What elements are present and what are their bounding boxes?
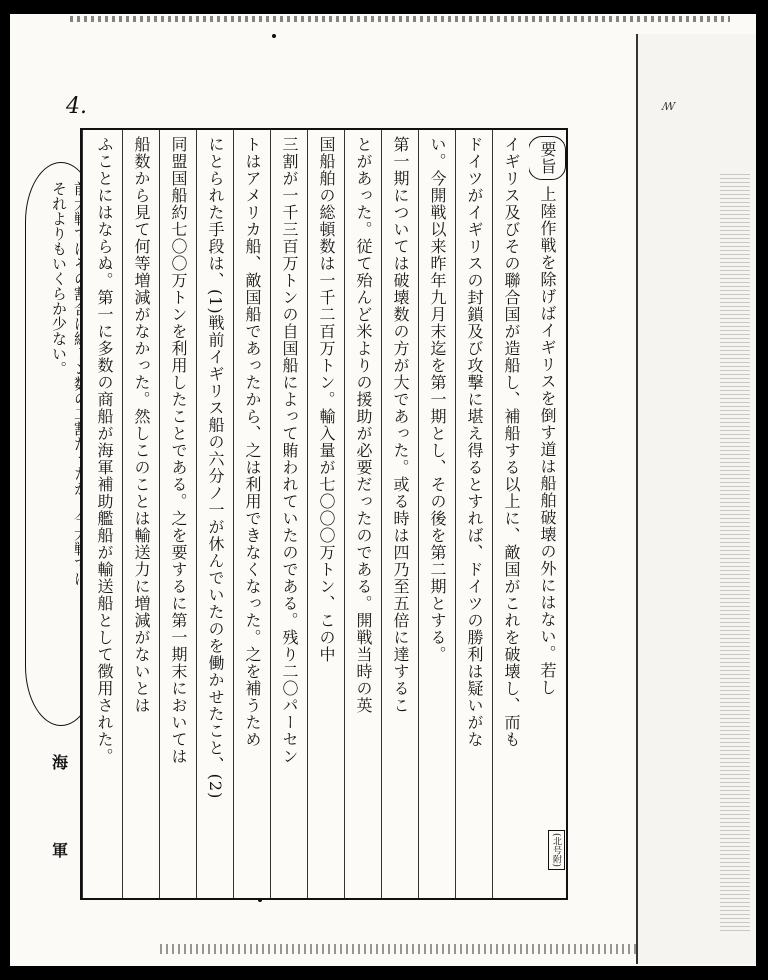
manuscript-column [233,130,270,898]
column-text: ドイツがイギリスの封鎖及び攻撃に堪え得るとすれば、ドイツの勝利は疑いがな [465,136,484,748]
hole-punch-dot [272,34,276,38]
page-number: 4. [66,94,87,119]
column-text: ふことにはならぬ。第一に多数の商船が海軍補助艦船が輸送船として徴用された。 [95,136,114,765]
column-text: イギリス及びその聯合国が造船し、補船する以上に、敵国がこれを破壊し、而も [502,136,521,748]
column-text: とがあった。従て殆んど米よりの援助が必要だったのである。開戦当時の英 [354,136,373,714]
column-text: にとられた手段は、(1)戦前イギリス船の六分ノ一が休んでいたのを働かせたこと、(2) [206,136,225,800]
manuscript-column [82,130,122,898]
column-text: 上陸作戦を除げばイギリスを倒す道は船舶破壊の外にはない。若し [538,186,557,696]
document-sheet [10,14,756,966]
manuscript-column [344,130,381,898]
side-code: (北号附) [548,830,565,870]
column-text: 第一期については破壊数の方が大であった。或る時は四乃至五倍に達するこ [391,136,410,714]
underlying-page [636,34,756,964]
manuscript-column [270,130,307,898]
column-text: トはアメリカ船、敵国船であったから、之は利用できなくなった。之を補うため [243,136,262,748]
column-text: 国船舶の総頓数は一千二百万トン。輸入量が七〇〇〇万トン、この中 [317,136,336,663]
manuscript-column [196,130,233,898]
manuscript-column [307,130,344,898]
manuscript-column [381,130,418,898]
stamp-navy: 海 [52,753,69,772]
column-text: 船数から見て何等増減がなかった。然しこのことは輸送力に増減がないとは [132,136,151,714]
manuscript-column [159,130,196,898]
manuscript-grid [80,128,568,900]
underlying-page-mark: ꟿ [662,100,676,113]
scan-edge-top [70,16,730,22]
stamp-army: 軍 [52,841,69,860]
manuscript-column [529,130,566,898]
scan-speckle [720,174,750,934]
manuscript-column [418,130,455,898]
margin-note-line: それよりもいくらか少ない。 [50,181,68,376]
column-text: 三割が一千三百万トンの自国船によって賄われていたのである。残り二〇パーセン [280,136,299,765]
heading: 要旨 [529,136,566,180]
column-text: 同盟国船約七〇〇万トンを利用したことである。之を要するに第一期末においては [169,136,188,765]
manuscript-column [492,130,529,898]
manuscript-column [455,130,492,898]
manuscript-column [122,130,159,898]
column-text: い。今開戦以来昨年九月末迄を第一期とし、その後を第二期とする。 [428,136,447,663]
hole-punch-dot [258,898,262,902]
